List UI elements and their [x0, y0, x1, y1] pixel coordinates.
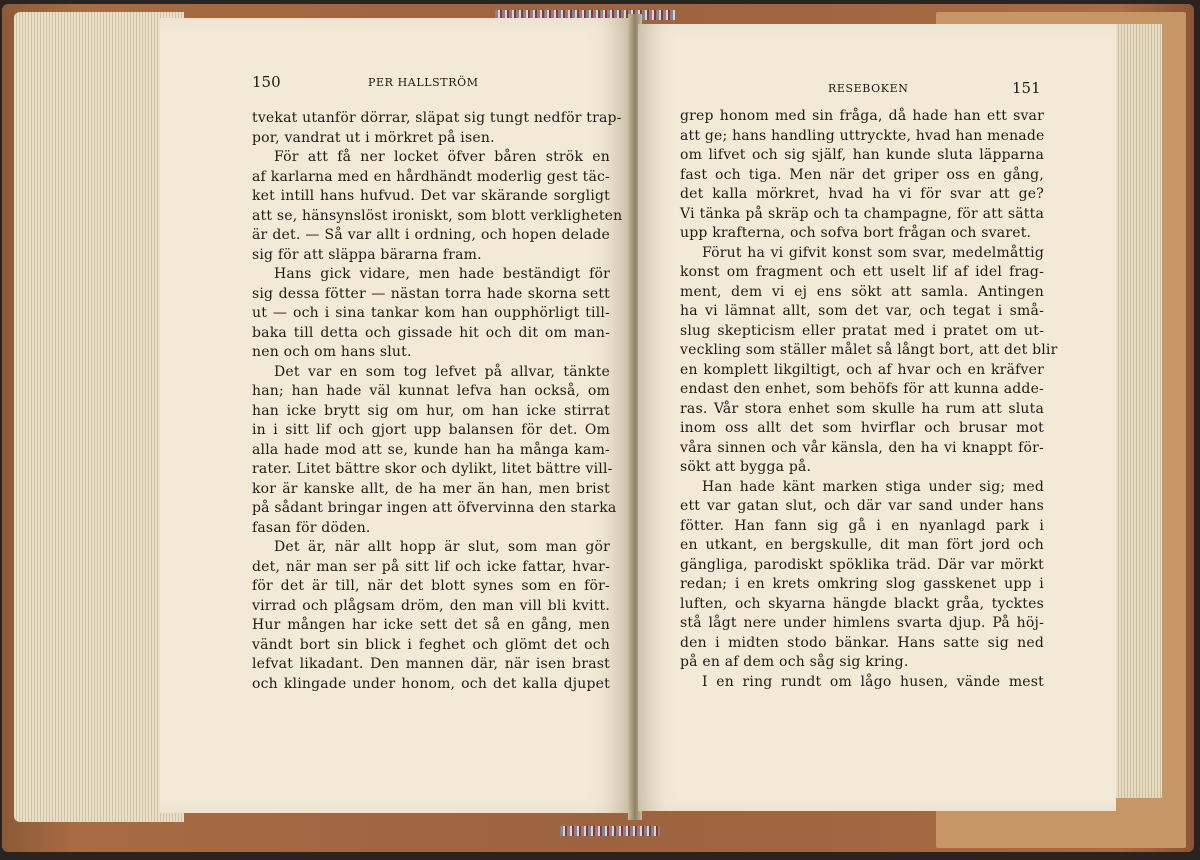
- page-edges-right: [1110, 24, 1162, 798]
- text-line: att se, hänsynslöst ironiskt, som blott verkligheten: [252, 207, 623, 224]
- left-page: [160, 18, 632, 813]
- text-line: om lifvet och sig själf, han kunde sluta läpparna: [680, 147, 1044, 163]
- text-line: baka till detta och gissade hit och dit om man-: [252, 324, 610, 341]
- text-line: Det var en som tog lefvet på allvar, tänkte: [274, 363, 610, 380]
- text-line: lefvat likadant. Den mannen där, när isen brast: [252, 656, 610, 672]
- text-line: sökt att bygga på.: [680, 459, 812, 475]
- text-line: rater. Litet bättre skor och dylikt, litet bättre vill-: [252, 461, 613, 477]
- text-line: virrad och plågsam dröm, den man vill bli kvitt.: [252, 597, 610, 614]
- text-line: af karlarna med en hårdhändt moderlig gest täc-: [252, 168, 610, 185]
- text-line: en komplett likgiltigt, och af hvar och en kräfver: [680, 361, 1044, 378]
- text-line: på sådant bringar ingen att öfvervinna den starka: [252, 500, 617, 516]
- right-page: [638, 24, 1116, 811]
- text-line: stå lågt nere under himlens svarta djup. På höj-: [680, 615, 1044, 631]
- text-line: på en af dem och såg sig kring.: [680, 654, 909, 670]
- text-line: och klingade under honom, och det kalla djupet: [252, 675, 610, 692]
- text-line: han; han hade väl kunnat lefva han också, om: [252, 383, 610, 399]
- text-line: in i sitt lif och gjort upp balansen för det. Om: [252, 422, 610, 438]
- text-line: Vi tänka på skräp och ta champagne, för att sätta: [680, 205, 1044, 222]
- text-line: tvekat utanför dörrar, släpat sig tungt nedför trap-: [252, 110, 622, 126]
- text-line: han icke brytt sig om hur, om han icke stirrat: [252, 402, 610, 419]
- text-line: den i midten stodo bänkar. Hans satte sig ned: [680, 634, 1044, 651]
- right-running-head: RESEBOKEN: [828, 82, 909, 95]
- left-page-text: [252, 109, 623, 694]
- text-line: redan; i en krets omkring slog gasskenet upp i: [680, 576, 1044, 592]
- text-line: sig för att släppa bärarna fram.: [252, 246, 482, 263]
- text-line: alla hade mod att se, kunde han ha många kam-: [252, 441, 610, 458]
- text-line: är det. — Så var allt i ordning, och hopen delade: [252, 227, 610, 243]
- left-running-head: PER HALLSTRÖM: [368, 76, 479, 89]
- right-page-number: 151: [1012, 79, 1041, 97]
- text-line: ment, dem vi ej ens sökt att samla. Antingen: [680, 283, 1044, 300]
- text-line: Hans gick vidare, men hade beständigt för: [274, 266, 610, 282]
- text-line: konst om fragment och ett uselt lif af idel frag-: [680, 264, 1044, 280]
- text-line: inom oss allt det som hvirflar och brusar mot: [680, 420, 1044, 436]
- text-line: grep honom med sin fråga, då hade han ett svar: [680, 108, 1044, 124]
- text-line: ut — och i sina tankar kom han oupphörligt till-: [252, 305, 610, 321]
- left-page-number: 150: [252, 73, 281, 91]
- text-line: fötter. Han fann sig gå i en nyanlagd park i: [680, 517, 1044, 534]
- text-line: Han hade känt marken stiga under sig; med: [702, 478, 1044, 495]
- text-line: våra sinnen och vår känsla, den ha vi knappt för-: [680, 439, 1044, 456]
- text-line: luften, och skyarna hängde blackt gråa, tycktes: [680, 595, 1044, 612]
- text-line: endast den enhet, som behöfs för att kunna adde-: [680, 381, 1044, 397]
- text-line: Det är, när allt hopp är slut, som man gör: [274, 539, 610, 555]
- page-edges-left: [14, 12, 184, 822]
- text-line: veckling som ställer målet så långt bort, att det blir: [680, 342, 1058, 358]
- text-line: gängliga, parodiskt spöklika träd. Där var mörkt: [680, 556, 1044, 573]
- text-line: nen och om hans slut.: [252, 344, 412, 360]
- text-line: ras. Vår stora enhet som skulle ha rum att sluta: [680, 400, 1044, 417]
- text-line: Hur mången har icke sett det så en gång, men: [252, 617, 610, 633]
- text-line: ha vi lämnat allt, som det var, och tegat i små-: [680, 303, 1044, 319]
- text-line: För att få ner locket öfver båren strök en: [274, 149, 610, 165]
- text-line: för det är till, när det blott synes som en för-: [252, 578, 610, 594]
- text-line: vändt bort sin blick i feghet och glömt det och: [252, 636, 610, 653]
- text-line: det, när man ser på sitt lif och icke fattar, hvar-: [252, 558, 610, 575]
- right-page-text: [680, 107, 1058, 692]
- left-page-header: [160, 73, 632, 99]
- text-line: kor är kanske allt, de ha mer än han, men brist: [252, 480, 610, 497]
- text-line: det kalla mörkret, hvad ha vi för svar att ge?: [680, 186, 1044, 202]
- text-line: en utkant, en bergskulle, dit man fört jord och: [680, 537, 1044, 553]
- text-line: ett var gatan slut, och där var sand under hans: [680, 498, 1044, 514]
- text-line: att ge; hans handling uttryckte, hvad han menade: [680, 127, 1045, 144]
- text-line: I en ring rundt om lågo husen, vände mest: [702, 673, 1044, 690]
- headband-bottom: [560, 826, 660, 836]
- text-line: fast och tiga. Men när det griper oss en gång,: [680, 166, 1044, 183]
- text-line: slug skepticism eller pratat med i pratet om ut-: [680, 322, 1044, 339]
- text-line: upp krafterna, och sofva bort frågan och svaret.: [680, 225, 1032, 241]
- text-line: ket intill hans hufvud. Det var skärande sorgligt: [252, 188, 610, 204]
- text-line: sig dessa fötter — nästan torra hade skorna sett: [252, 285, 610, 302]
- text-line: fasan för döden.: [252, 519, 371, 536]
- text-line: Förut ha vi gifvit konst som svar, medelmåttig: [702, 244, 1044, 261]
- right-page-header: [638, 79, 1116, 105]
- text-line: por, vandrat ut i mörkret på isen.: [252, 129, 495, 146]
